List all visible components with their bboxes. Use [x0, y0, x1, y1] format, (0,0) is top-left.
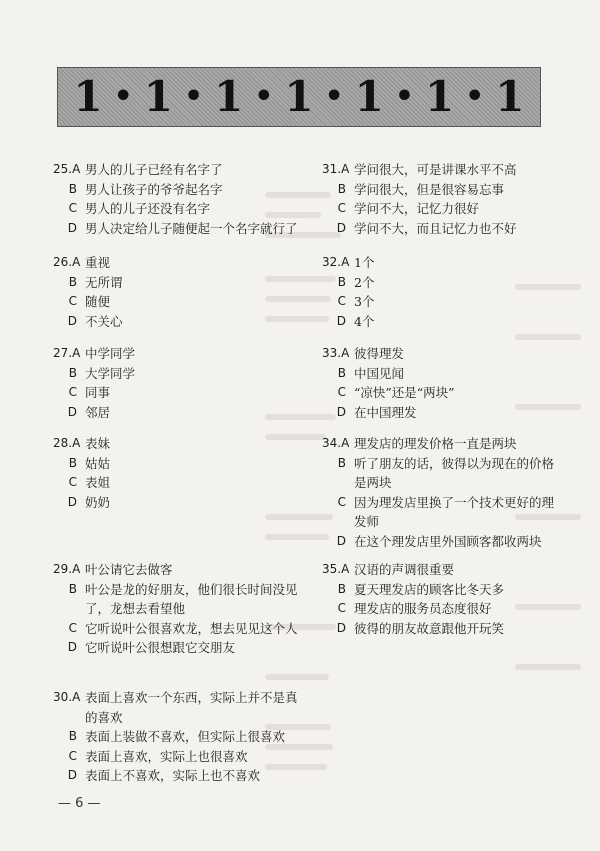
option-row[interactable] — [53, 638, 309, 658]
option-label: C — [68, 201, 77, 215]
page-number: — 6 — — [58, 796, 101, 811]
option-row[interactable] — [53, 727, 309, 747]
question-number: 30.A — [53, 690, 81, 704]
option-text: 中国见闻 — [354, 365, 405, 381]
option-row[interactable] — [53, 560, 309, 580]
banner-dot: • — [465, 79, 485, 114]
option-label: C — [337, 494, 346, 509]
option-row[interactable] — [322, 364, 562, 384]
option-text: 学问很大，可是讲课水平不高 — [354, 162, 517, 177]
option-text: 随便 — [85, 294, 111, 309]
question-33 — [322, 344, 562, 422]
option-text: 在中国理发 — [354, 404, 417, 420]
option-text: 学问不大，记忆力很好 — [354, 201, 480, 216]
option-text: 听了朋友的话，彼得以为现在的价格是两块 — [354, 455, 555, 490]
question-25 — [53, 160, 309, 238]
option-row[interactable] — [53, 219, 309, 239]
option-row[interactable] — [322, 619, 562, 639]
option-label: D — [67, 220, 77, 235]
question-number: 31.A — [322, 162, 350, 176]
option-label: C — [68, 385, 77, 399]
question-number: 29.A — [53, 562, 81, 576]
option-row[interactable] — [53, 292, 309, 312]
option-text: “凉快”还是“两块” — [354, 385, 455, 400]
option-row[interactable] — [53, 273, 309, 293]
banner-digit: 1 — [214, 72, 244, 121]
option-text: 汉语的声调很重要 — [354, 562, 455, 577]
option-text: 重视 — [85, 255, 111, 270]
option-row[interactable] — [322, 454, 562, 493]
option-text: 男人的儿子还没有名字 — [85, 201, 211, 216]
option-label: C — [68, 748, 77, 763]
option-label: C — [337, 385, 346, 399]
option-row[interactable] — [53, 473, 309, 493]
question-34 — [322, 434, 562, 551]
option-row[interactable] — [53, 747, 309, 767]
option-row[interactable] — [322, 253, 562, 273]
option-row[interactable] — [322, 434, 562, 454]
option-label: D — [336, 404, 346, 419]
option-label: B — [337, 365, 346, 380]
banner-digit: 1 — [73, 72, 103, 121]
option-row[interactable] — [53, 199, 309, 219]
option-row[interactable] — [53, 454, 309, 474]
question-number: 32.A — [322, 255, 350, 269]
option-text: 4个 — [354, 313, 375, 329]
banner-dot: • — [254, 79, 274, 114]
option-label: B — [337, 274, 346, 289]
option-row[interactable] — [322, 580, 562, 600]
option-row[interactable] — [322, 312, 562, 332]
option-row[interactable] — [322, 383, 562, 403]
option-row[interactable] — [53, 688, 309, 727]
option-text: 表面上喜欢，实际上也很喜欢 — [85, 748, 248, 764]
question-27 — [53, 344, 309, 422]
question-28 — [53, 434, 309, 512]
option-text: 表面上不喜欢，实际上也不喜欢 — [85, 768, 261, 783]
option-row[interactable] — [322, 344, 562, 364]
option-label: B — [337, 455, 346, 470]
option-row[interactable] — [53, 253, 309, 273]
option-text: 理发店的理发价格一直是两块 — [354, 436, 517, 451]
option-row[interactable] — [322, 532, 562, 552]
option-text: 大学同学 — [85, 365, 136, 381]
option-row[interactable] — [322, 403, 562, 423]
question-26 — [53, 253, 309, 331]
option-label: D — [336, 313, 346, 328]
section-banner — [57, 67, 541, 127]
question-29 — [53, 560, 309, 658]
question-number: 25.A — [53, 162, 81, 176]
question-30 — [53, 688, 309, 786]
option-row[interactable] — [322, 599, 562, 619]
option-row[interactable] — [53, 580, 309, 619]
option-text: 理发店的服务员态度很好 — [354, 601, 492, 616]
option-text: 表面上装做不喜欢，但实际上很喜欢 — [85, 729, 286, 744]
question-31 — [322, 160, 562, 238]
option-text: 学问很大，但是很容易忘事 — [354, 181, 505, 197]
option-row[interactable] — [53, 180, 309, 200]
option-text: 姑姑 — [85, 455, 111, 471]
option-label: D — [336, 533, 346, 548]
option-text: 在这个理发店里外国顾客都收两块 — [354, 533, 542, 549]
option-text: 中学同学 — [85, 346, 136, 361]
banner-dot: • — [113, 79, 133, 114]
option-text: 表妹 — [85, 436, 111, 451]
option-label: B — [68, 274, 77, 289]
option-text: 男人让孩子的爷爷起名字 — [85, 181, 223, 197]
banner-digit: 1 — [354, 72, 384, 121]
option-row[interactable] — [53, 493, 309, 513]
option-label: C — [337, 201, 346, 215]
option-text: 无所谓 — [85, 274, 123, 290]
option-text: 男人决定给儿子随便起一个名字就行了 — [85, 220, 298, 236]
option-text: 学问不大，而且记忆力也不好 — [354, 220, 517, 236]
option-text: 它听说叶公很喜欢龙，想去见见这个人 — [85, 620, 298, 636]
option-label: C — [337, 601, 346, 615]
option-text: 彼得理发 — [354, 346, 405, 361]
option-text: 叶公请它去做客 — [85, 562, 173, 577]
banner-digit: 1 — [424, 72, 455, 121]
option-row[interactable] — [53, 344, 309, 364]
option-label: D — [67, 494, 77, 509]
option-label: D — [67, 640, 77, 654]
option-row[interactable] — [53, 619, 309, 639]
option-label: B — [68, 455, 77, 470]
option-label: C — [68, 620, 77, 635]
option-label: B — [337, 181, 346, 196]
option-row[interactable] — [322, 493, 562, 532]
option-label: C — [68, 475, 77, 489]
option-text: 彼得的朋友故意跟他开玩笑 — [354, 620, 505, 636]
banner-digit: 1 — [284, 72, 314, 121]
option-label: D — [67, 404, 77, 419]
option-label: B — [68, 729, 77, 743]
question-number: 35.A — [322, 562, 350, 576]
option-text: 它听说叶公很想跟它交朋友 — [85, 640, 236, 655]
option-row[interactable] — [322, 219, 562, 239]
option-text: 不关心 — [85, 313, 123, 329]
option-row[interactable] — [53, 383, 309, 403]
option-label: D — [336, 220, 346, 235]
option-text: 2个 — [354, 274, 375, 290]
option-row[interactable] — [322, 560, 562, 580]
option-text: 1个 — [354, 255, 375, 270]
option-row[interactable] — [53, 160, 309, 180]
option-label: B — [68, 181, 77, 196]
option-row[interactable] — [322, 160, 562, 180]
option-text: 奶奶 — [85, 494, 111, 510]
option-text: 3个 — [354, 294, 375, 309]
question-number: 33.A — [322, 346, 350, 360]
question-35 — [322, 560, 562, 638]
question-number: 28.A — [53, 436, 81, 450]
option-row[interactable] — [53, 312, 309, 332]
option-text: 男人的儿子已经有名字了 — [85, 162, 223, 177]
option-label: B — [337, 581, 346, 596]
banner-dot: • — [324, 79, 344, 114]
banner-dot: • — [183, 79, 204, 114]
question-number: 34.A — [322, 436, 350, 450]
option-row[interactable] — [322, 199, 562, 219]
option-label: D — [67, 768, 77, 782]
option-text: 表姐 — [85, 475, 111, 490]
option-row[interactable] — [53, 434, 309, 454]
question-32 — [322, 253, 562, 331]
question-number: 26.A — [53, 255, 81, 269]
option-text: 因为理发店里换了一个技术更好的理发师 — [354, 494, 555, 529]
question-number: 27.A — [53, 346, 81, 360]
option-row[interactable] — [53, 766, 309, 786]
option-label: B — [68, 365, 77, 380]
option-label: D — [67, 313, 77, 328]
banner-digit: 1 — [495, 72, 525, 121]
option-label: D — [336, 620, 346, 635]
option-text: 邻居 — [85, 404, 111, 420]
option-text: 叶公是龙的好朋友，他们很长时间没见了，龙想去看望他 — [85, 581, 298, 616]
option-text: 表面上喜欢一个东西，实际上并不是真的喜欢 — [85, 690, 298, 725]
option-row[interactable] — [53, 364, 309, 384]
option-label: C — [337, 294, 346, 308]
option-row[interactable] — [322, 273, 562, 293]
banner-dot: • — [394, 79, 415, 114]
option-text: 夏天理发店的顾客比冬天多 — [354, 581, 505, 597]
option-label: C — [68, 294, 77, 308]
option-row[interactable] — [53, 403, 309, 423]
option-row[interactable] — [322, 292, 562, 312]
banner-digit: 1 — [143, 72, 173, 121]
option-text: 同事 — [85, 385, 111, 400]
option-row[interactable] — [322, 180, 562, 200]
option-label: B — [68, 581, 77, 596]
